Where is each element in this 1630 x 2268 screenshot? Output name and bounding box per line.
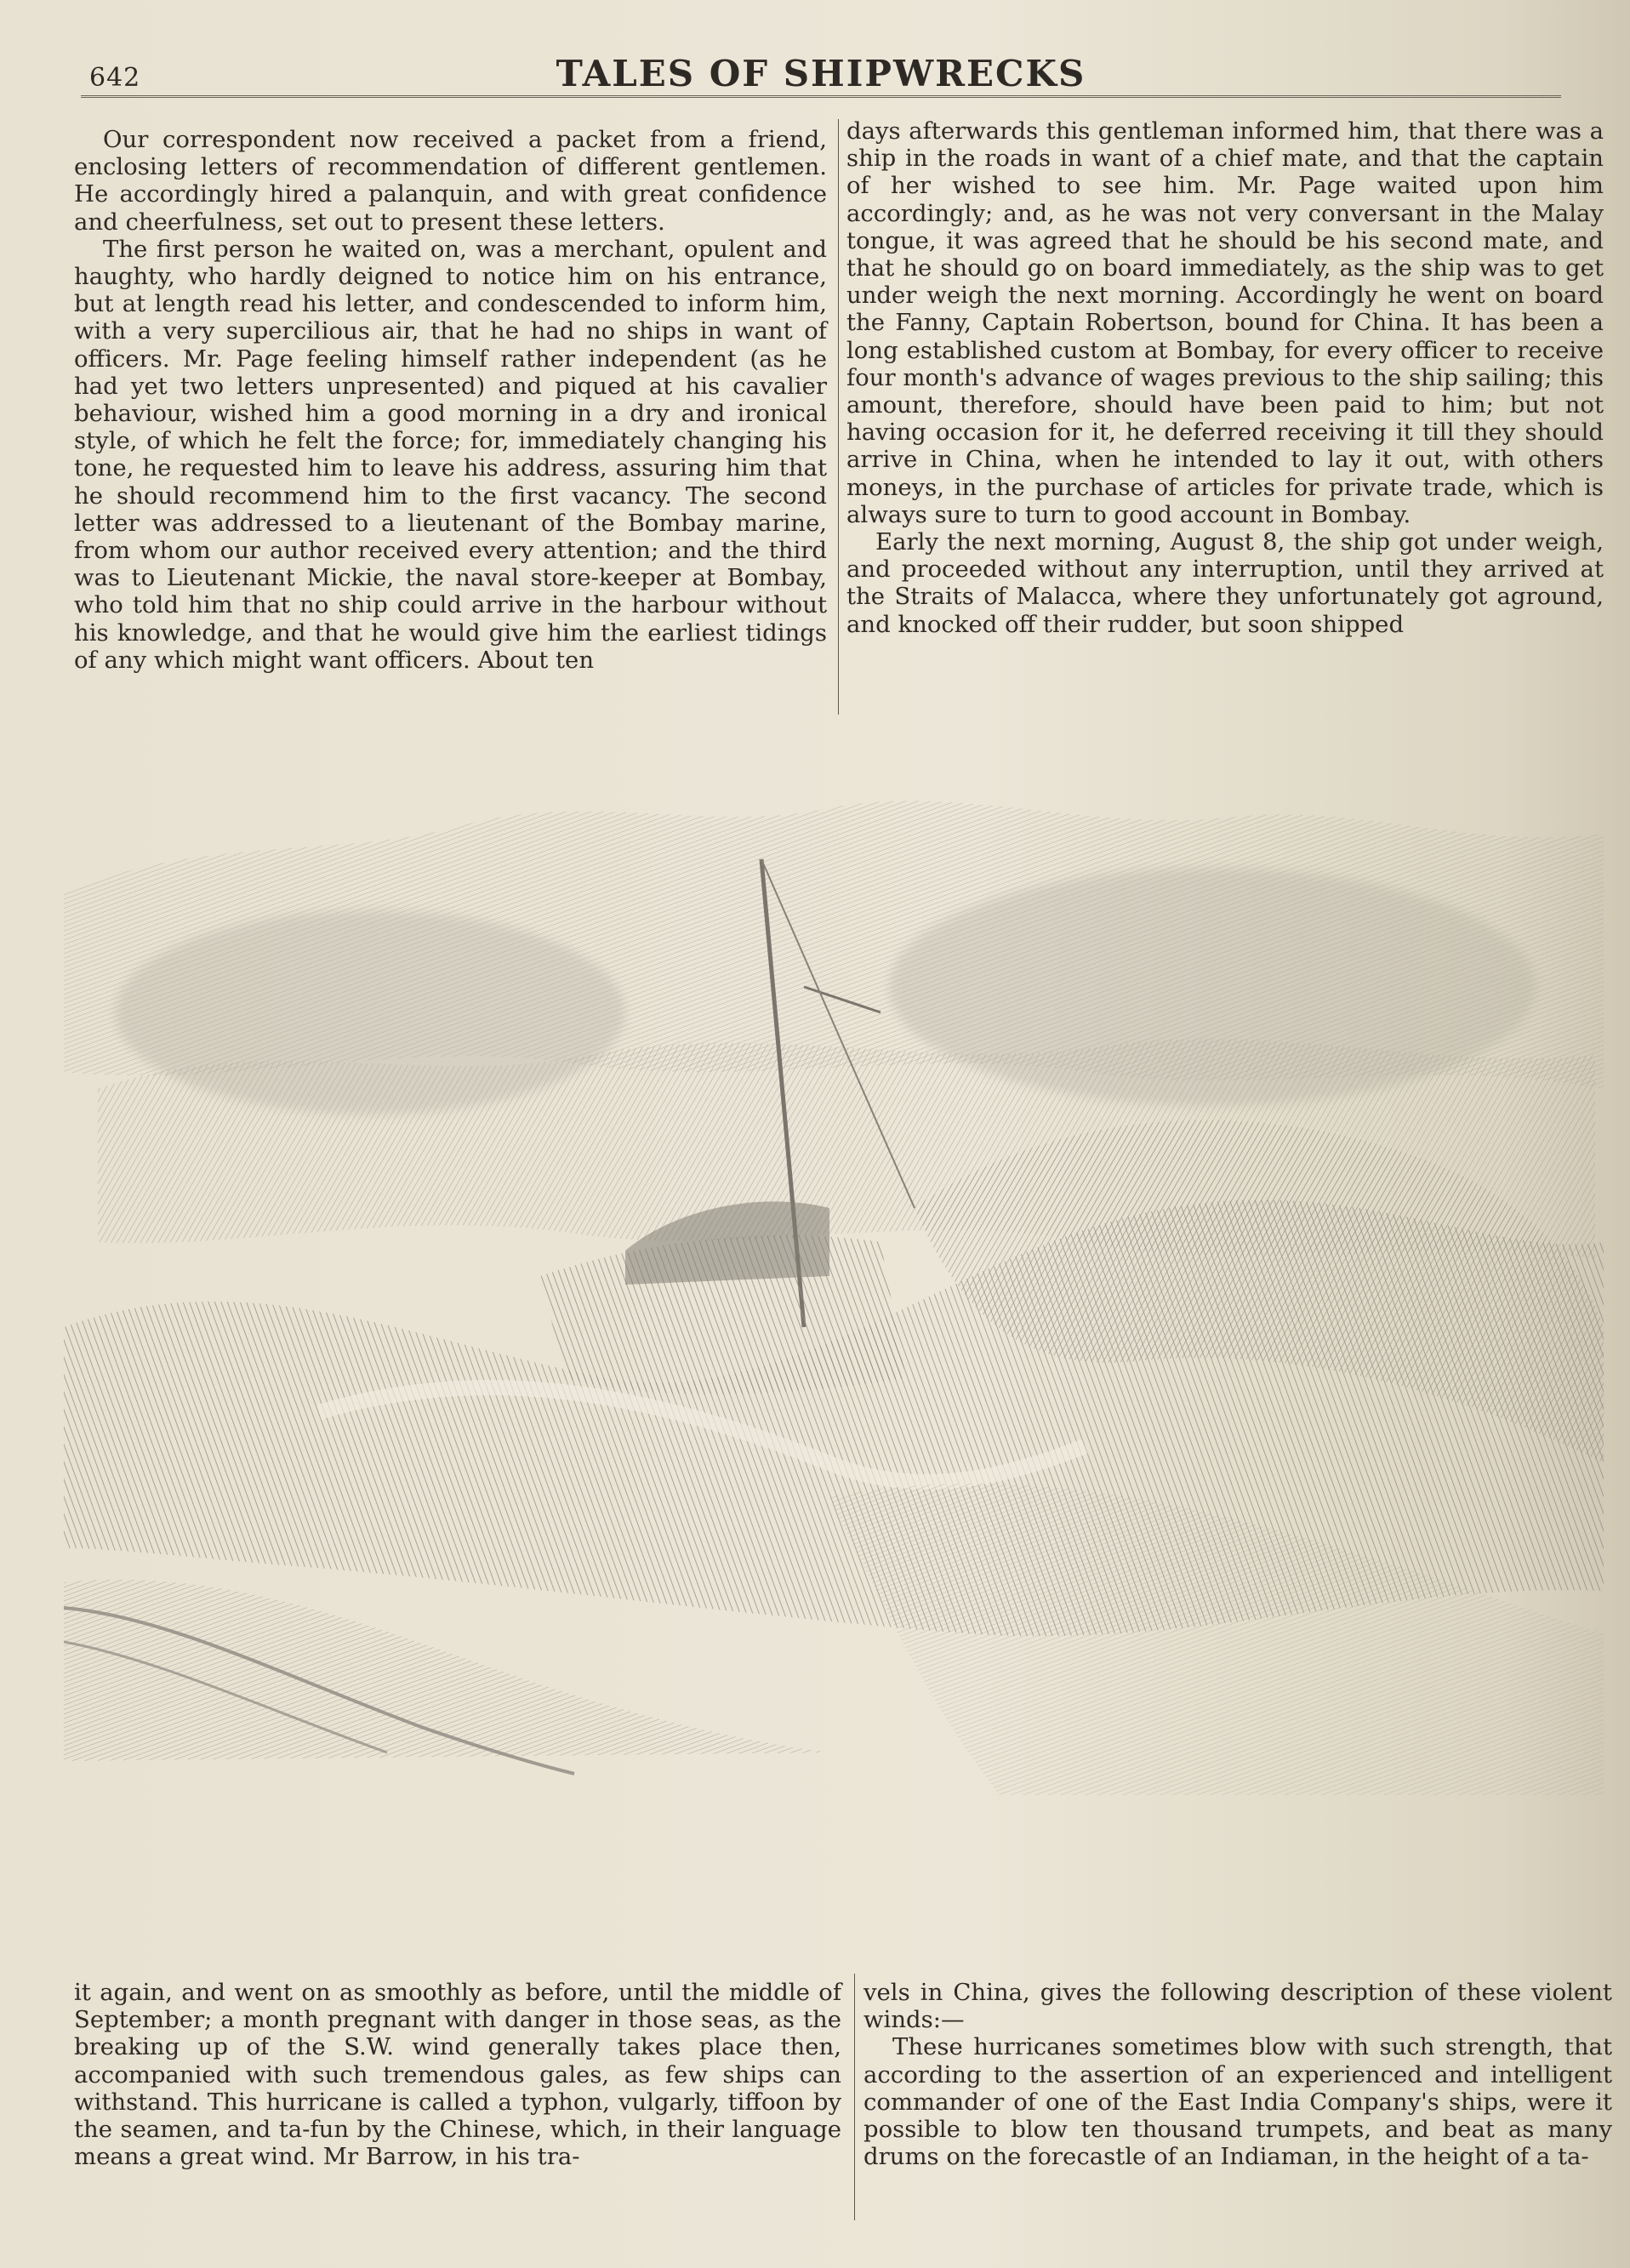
- paragraph: vels in China, gives the following description of these violent winds:—: [863, 1979, 1612, 2034]
- column-bottom-right: [863, 1979, 1612, 2170]
- engraving-illustration: [64, 732, 1604, 1795]
- column-top-left: [74, 126, 827, 674]
- column-top-right: [846, 117, 1604, 638]
- page-number: 642: [89, 63, 141, 93]
- column-divider-bottom: [854, 1974, 855, 2220]
- paragraph: Our correspondent now received a packet from a friend, enclosing letters of recommendation of different gentlemen. He accordingly hired a palanquin, and with great confidence and cheerfulness, set out to present these letters.: [74, 126, 827, 236]
- shipwreck-engraving: [64, 732, 1604, 1795]
- paragraph: Early the next morning, August 8, the ship got under weigh, and proceeded without any interruption, until they arrived at the Straits of Malacca, where they unfortunately got aground, and knocked off their rudder, but soon shipped: [846, 528, 1604, 638]
- paragraph: it again, and went on as smoothly as before, until the middle of September; a month pregnant with danger in those seas, as the breaking up of the S.W. wind generally takes place then, accompanied with such tremendous gales, as few ships can withstand. This hurricane is called a typhon, vulgarly, tiffoon by the seamen, and ta-fun by the Chinese, which, in their language means a great wind. Mr Barrow, in his tra-: [74, 1979, 841, 2171]
- paragraph: The first person he waited on, was a merchant, opulent and haughty, who hardly deigned to notice him on his entrance, but at length read his letter, and condescended to inform him, with a very supercilious air, that he had no ships in want of officers. Mr. Page feeling himself rather independent (as he had yet two letters unpresented) and piqued at his cavalier behaviour, wished him a good morning in a dry and ironical style, of which he felt the force; for, immediately changing his tone, he requested him to leave his address, assuring him that he should recommend him to the first vacancy. The second letter was addressed to a lieutenant of the Bombay marine, from whom our author received every attention; and the third was to Lieutenant Mickie, the naval store-keeper at Bombay, who told him that no ship could arrive in the harbour without his knowledge, and that he would give him the earliest tidings of any which might want officers. About ten: [74, 235, 827, 674]
- column-divider-top: [838, 119, 839, 715]
- column-bottom-left: [74, 1979, 841, 2170]
- page-header: [81, 44, 1561, 98]
- paragraph: These hurricanes sometimes blow with such strength, that according to the assertion of an experienced and intelligent commander of one of the East India Company's ships, were it possible to blow ten thousand trumpets, and beat as many drums on the forecastle of an Indiaman, in the height of a ta-: [863, 2033, 1612, 2171]
- running-title: TALES OF SHIPWRECKS: [556, 53, 1086, 94]
- paragraph: days afterwards this gentleman informed him, that there was a ship in the roads in want of a chief mate, and that the captain of her wished to see him. Mr. Page waited upon him accordingly; and, as he was not very conversant in the Malay tongue, it was agreed that he should be his second mate, and that he should go on board immediately, as the ship was to get under weigh the next morning. Accordingly he went on board the Fanny, Captain Robertson, bound for China. It has been a long established custom at Bombay, for every officer to receive four month's advance of wages previous to the ship sailing; this amount, therefore, should have been paid to him; but not having occasion for it, he deferred receiving it till they should arrive in China, when he intended to lay it out, with others moneys, in the purchase of articles for private trade, which is always sure to turn to good account in Bombay.: [846, 117, 1604, 528]
